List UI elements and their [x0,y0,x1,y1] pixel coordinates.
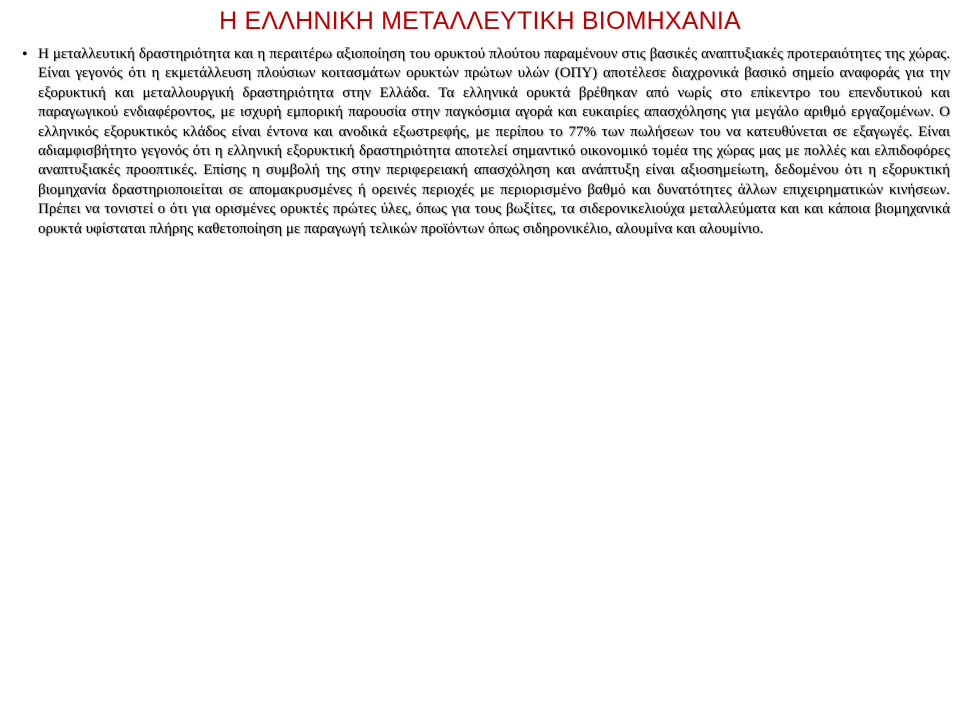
slide-content [22,45,950,239]
bullet-item [22,45,950,239]
bullet-text: Η μεταλλευτική δραστηριότητα και η περαιτέρω αξιοποίηση του ορυκτού πλούτου παραμένουν στις βασικές αναπτυξιακές προτεραιότητες της χώρας. Είναι γεγονός ότι η εκμετάλλευση πλούσιων κοιτασμάτων ορυκτών πρώτων υλών (ΟΠΥ) αποτέλεσε διαχρονικά βασικό σημείο αναφοράς για την εξορυκτική και μεταλλουργική δραστηριότητα στην Ελλάδα. Τα ελληνικά ορυκτά βρέθηκαν από νωρίς στο επίκεντρο του επενδυτικού και παραγωγικού ενδιαφέροντος, με ισχυρή εμπορική παρουσία στην παγκόσμια αγορά και ευκαιρίες απασχόλησης για μεγάλο αριθμό εργαζομένων. Ο ελληνικός εξορυκτικός κλάδος είναι έντονα και ανοδικά εξωστρεφής, με περίπου το 77% των πωλήσεων του να κατευθύνεται σε εξαγωγές. Είναι αδιαμφισβήτητο γεγονός ότι η ελληνική εξορυκτική δραστηριότητα αποτελεί σημαντικό οικονομικό τομέα της χώρας μας με πολλές και ελπιδοφόρες αναπτυξιακές προοπτικές. Επίσης η συμβολή της στην περιφερειακή απασχόληση και ανάπτυξη είναι αξιοσημείωτη, δεδομένου ότι η εξορυκτική βιομηχανία δραστηριοποιείται σε απομακρυσμένες ή ορεινές περιοχές με περιορισμένο βαθμό και δυνατότητες άλλων επιχειρηματικών κινήσεων. Πρέπει να τονιστεί ο ότι για ορισμένες ορυκτές πρώτες ύλες, όπως για τους βωξίτες, τα σιδερονικελιούχα μεταλλεύματα και και κάποια βιομηχανικά ορυκτά υφίσταται πλήρης καθετοποίηση με παραγωγή τελικών προϊόντων όπως σιδηρονικέλιο, αλουμίνα και αλουμίνιο. [38,46,950,237]
bullet-marker: • [22,46,28,63]
slide-title: Η ΕΛΛΗΝΙΚΗ ΜΕΤΑΛΛΕΥΤΙΚΗ ΒΙΟΜΗΧΑΝΙΑ [219,7,741,35]
